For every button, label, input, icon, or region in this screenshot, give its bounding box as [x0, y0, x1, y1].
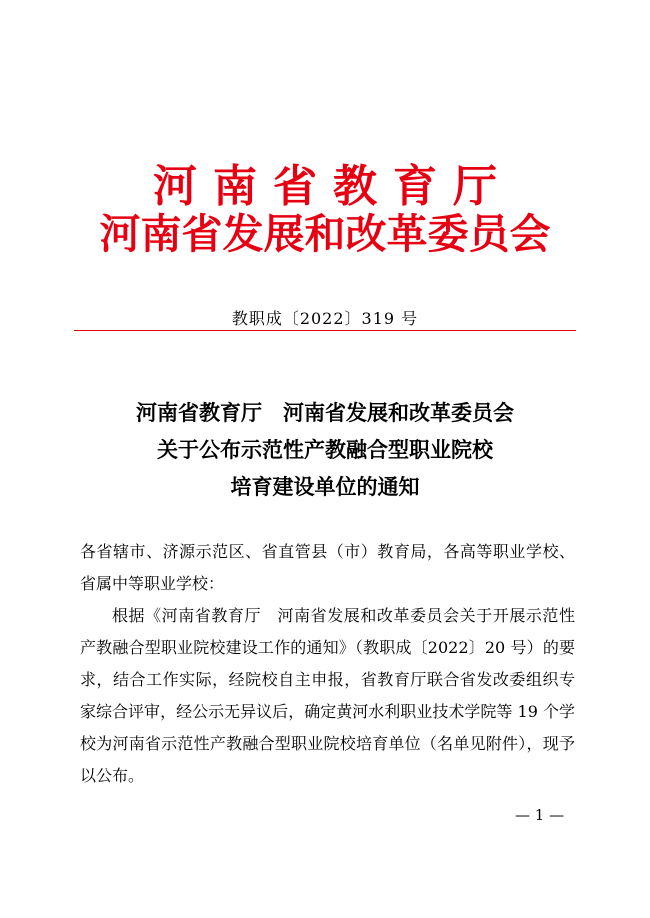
title-line-2: 关于公布示范性产教融合型职业院校 [157, 438, 493, 462]
red-separator-line [74, 330, 576, 331]
title-line-1: 河南省教育厅 河南省发展和改革委员会 [136, 401, 514, 425]
page-number: — 1 — [515, 806, 565, 824]
salutation: 各省辖市、济源示范区、省直管县（市）教育局，各高等职业学校、省属中等职业学校： [80, 542, 575, 593]
document-number: 教职成〔2022〕319 号 [231, 309, 419, 328]
letterhead-issuer-development-commission: 河南省发展和改革委员会 [99, 210, 551, 258]
body-paragraph: 根据《河南省教育厅 河南省发展和改革委员会关于开展示范性产教融合型职业院校建设工作的通知》（教职成〔2022〕20 号）的要求，结合工作实际，经院校自主申报，省教育厅联合省发改委组织专家综合评审，经公示无异议后，确定黄河水利职业技术学院等 19 个学校为河南省示范性产教融合型职业院校培育单位（名单见附件），现予以公布。 [80, 606, 575, 785]
letterhead-issuer-education-dept: 河南省教育厅 [153, 161, 513, 212]
title-line-3: 培育建设单位的通知 [230, 475, 420, 499]
